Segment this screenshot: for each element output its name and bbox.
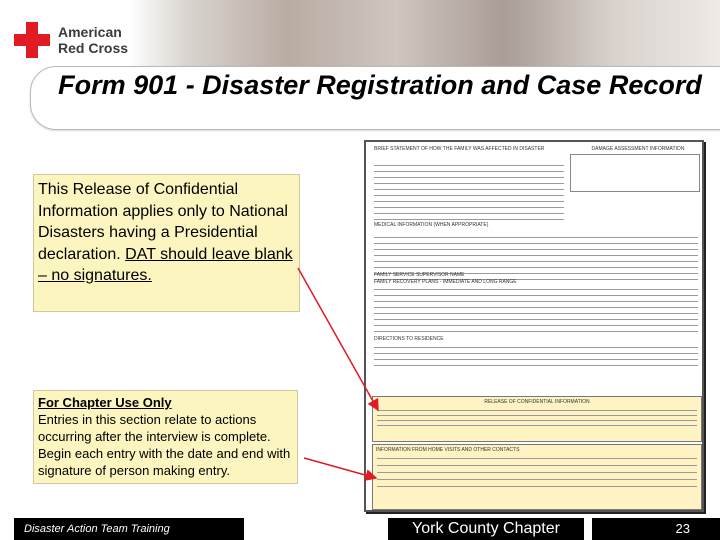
org-name: American Red Cross (58, 24, 129, 56)
form-section-medical: MEDICAL INFORMATION (WHEN APPROPRIATE) (374, 222, 489, 228)
form-header-left: BRIEF STATEMENT OF HOW THE FAMILY WAS AFFECTED IN DISASTER (374, 146, 545, 152)
page-title: Form 901 - Disaster Registration and Case Record (58, 70, 702, 100)
footer-center-text: York County Chapter (412, 520, 560, 537)
footer-center (388, 518, 584, 540)
form-section-family: FAMILY SERVICE SUPERVISOR NAME (374, 272, 465, 278)
form-section-chapter: INFORMATION FROM HOME VISITS AND OTHER CONTACTS (376, 447, 520, 453)
arrow-to-chapter-section (304, 458, 376, 478)
form-header-right: DAMAGE ASSESSMENT INFORMATION (591, 146, 685, 152)
arrow-to-release-section (298, 268, 378, 410)
page-number: 23 (675, 521, 690, 536)
footer-right (592, 518, 720, 540)
confidential-underlined-text: DAT should leave blank – no signatures. (38, 245, 293, 284)
chapter-use-body: Entries in this section relate to actions occurring after the interview is complete. Begin each entry with the date and end with signature of person making entry. (38, 412, 291, 478)
form-section-release: RELEASE OF CONFIDENTIAL INFORMATION (484, 399, 590, 405)
footer-left (14, 518, 244, 540)
footer-left-text: Disaster Action Team Training (24, 523, 170, 535)
form-section-recovery: FAMILY RECOVERY PLANS - IMMEDIATE AND LONG RANGE (374, 279, 517, 285)
confidential-text: This Release of Confidential Information applies only to National Disasters having a Presidential declaration. (38, 181, 288, 263)
form-section-directions: DIRECTIONS TO RESIDENCE (374, 336, 444, 342)
chapter-use-heading: For Chapter Use Only (38, 395, 172, 410)
